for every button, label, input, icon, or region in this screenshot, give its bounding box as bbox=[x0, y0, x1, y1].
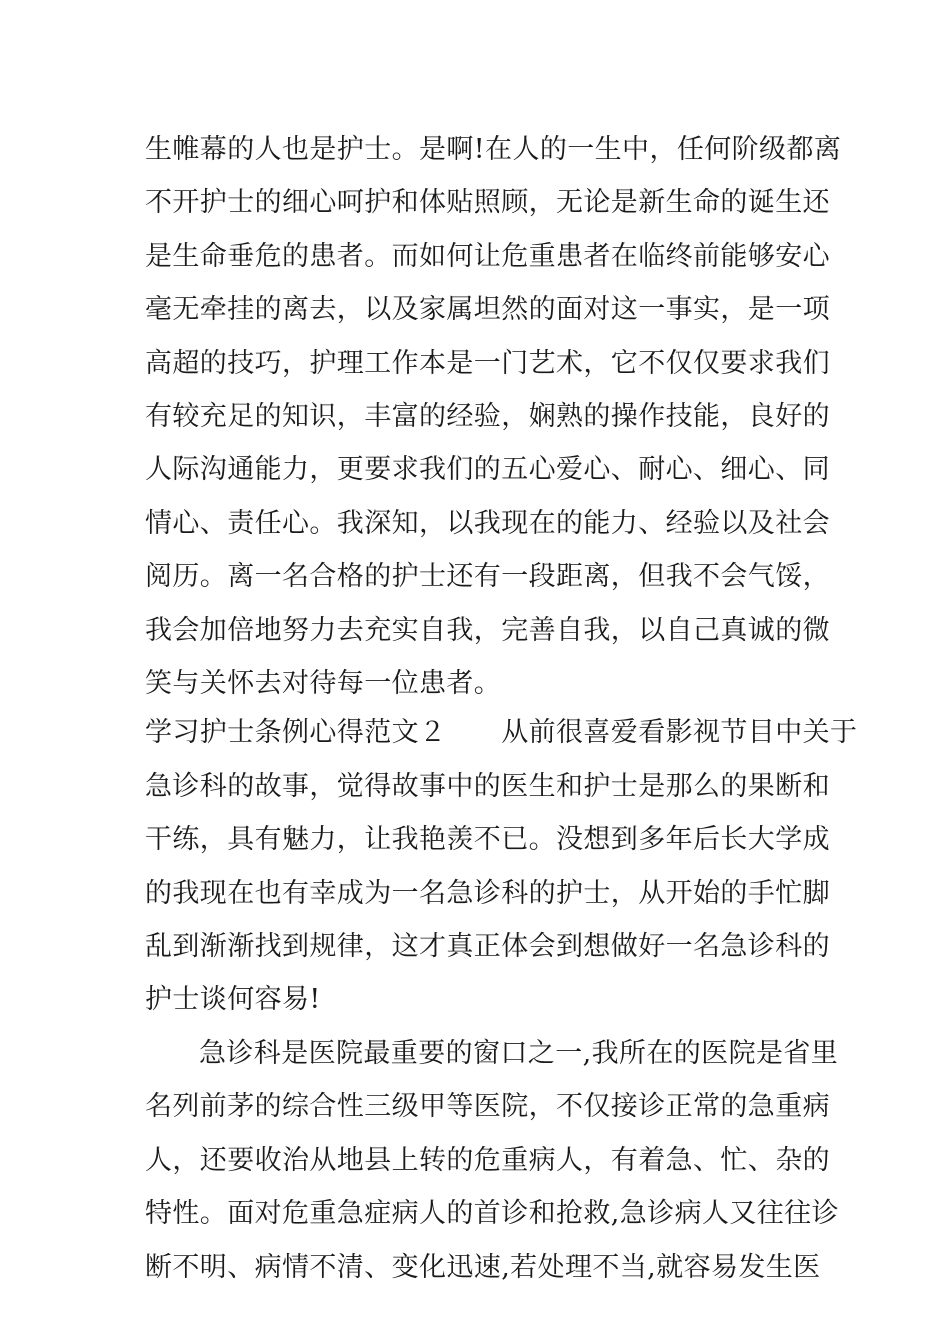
text-line: 乱到渐渐找到规律，这才真正体会到想做好一名急诊科的 bbox=[145, 931, 830, 962]
text-line: 的我现在也有幸成为一名急诊科的护士，从开始的手忙脚 bbox=[145, 878, 830, 909]
text-line: 干练，具有魅力，让我艳羡不已。没想到多年后长大学成 bbox=[145, 824, 830, 855]
text-line: 阅历。离一名合格的护士还有一段距离，但我不会气馁， bbox=[145, 561, 830, 592]
text-line: 高超的技巧，护理工作本是一门艺术，它不仅仅要求我们 bbox=[145, 348, 830, 379]
text-line: 是生命垂危的患者。而如何让危重患者在临终前能够安心 bbox=[145, 241, 830, 272]
text-line: 有较充足的知识，丰富的经验，娴熟的操作技能，良好的 bbox=[145, 401, 830, 432]
text-line: 笑与关怀去对待每一位患者。 bbox=[145, 668, 502, 699]
text-line: 名列前茅的综合性三级甲等医院，不仅接诊正常的急重病 bbox=[145, 1091, 830, 1122]
text-line: 护士谈何容易! bbox=[145, 984, 321, 1015]
paragraph-first-line: 急诊科是医院最重要的窗口之一,我所在的医院是省里 bbox=[199, 1038, 839, 1069]
text-line: 不开护士的细心呵护和体贴照顾，无论是新生命的诞生还 bbox=[145, 187, 830, 218]
section-heading-line: 学习护士条例心得范文２ 从前很喜爱看影视节目中关于 bbox=[145, 717, 858, 748]
text-line: 生帷幕的人也是护士。是啊!在人的一生中，任何阶级都离 bbox=[145, 134, 842, 165]
text-line: 特性。面对危重急症病人的首诊和抢救,急诊病人又往往诊 bbox=[145, 1198, 839, 1229]
text-line: 情心、责任心。我深知，以我现在的能力、经验以及社会 bbox=[145, 508, 830, 539]
text-line: 人际沟通能力，更要求我们的五心爱心、耐心、细心、同 bbox=[145, 454, 830, 485]
text-line: 人，还要收治从地县上转的危重病人，有着急、忙、杂的 bbox=[145, 1145, 830, 1176]
text-line: 急诊科的故事，觉得故事中的医生和护士是那么的果断和 bbox=[145, 771, 830, 802]
text-line: 断不明、病情不清、变化迅速,若处理不当,就容易发生医 bbox=[145, 1252, 821, 1283]
text-line: 毫无牵挂的离去，以及家属坦然的面对这一事实，是一项 bbox=[145, 294, 830, 325]
text-line: 我会加倍地努力去充实自我，完善自我，以自己真诚的微 bbox=[145, 615, 830, 646]
